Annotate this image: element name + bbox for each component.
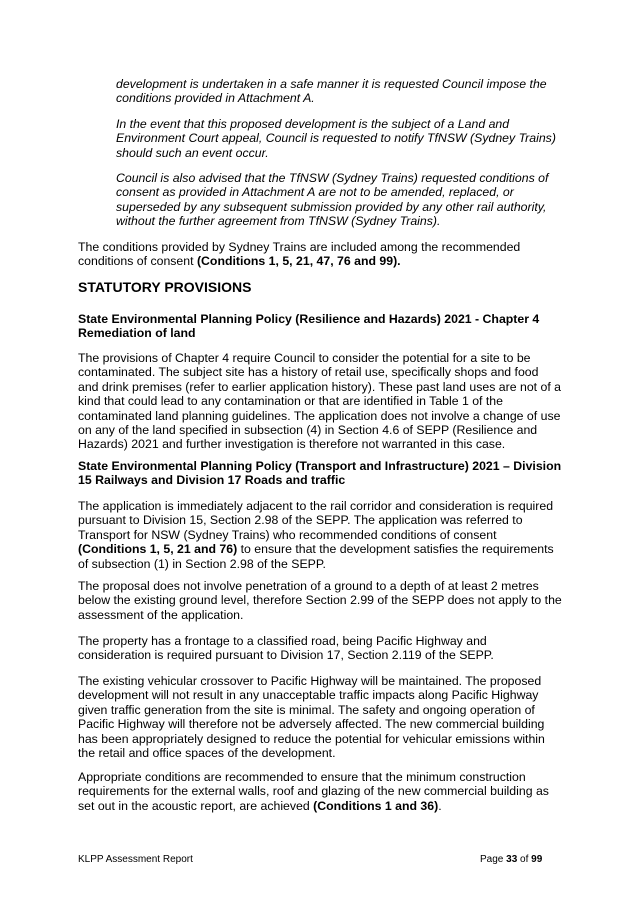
total-pages: 99: [531, 854, 543, 865]
conditions-paragraph: [78, 240, 562, 269]
text-run: Appropriate conditions are recommended to ensure that the minimum construction requirements for the external walls, roof and glazing of the new commercial building as set out in the acoustic report, are achieved: [78, 770, 549, 813]
quote-paragraph: Council is also advised that the TfNSW (Sydney Trains) requested conditions of consent as provided in Attachment A are not to be amended, replaced, or superseded by any subsequent submission provided by any other rail authority, without the further agreement from TfNSW (Sydney Trains).: [116, 171, 549, 229]
conditions-bold: (Conditions 1 and 36): [313, 798, 439, 813]
current-page: 33: [506, 854, 518, 865]
conditions-bold: (Conditions 1, 5, 21, 47, 76 and 99).: [196, 254, 401, 269]
of-label: of: [517, 854, 532, 865]
conditions-bold: (Conditions 1, 5, 21 and 76): [78, 542, 238, 557]
page-label: Page: [480, 854, 507, 865]
transport-paragraph-5: [78, 770, 562, 813]
text-run: to ensure that the development satisfies the requirements of subsection (1) in Section 2.98 of the SEPP.: [78, 542, 554, 571]
sepp-resilience-heading: State Environmental Planning Policy (Resilience and Hazards) 2021 - Chapter 4 Remediation of land: [78, 312, 540, 341]
section-heading: STATUTORY PROVISIONS: [78, 279, 252, 295]
quote-paragraph: development is undertaken in a safe manner it is requested Council impose the conditions provided in Attachment A.: [116, 77, 547, 106]
sepp-transport-heading: State Environmental Planning Policy (Transport and Infrastructure) 2021 – Division 15 Railways and Division 17 Roads and traffic: [78, 459, 562, 488]
text-run: The application is immediately adjacent to the rail corridor and consideration is required pursuant to Division 15, Section 2.98 of the SEPP. The application was referred to Transport for NSW (Sydney Trains) who recommended conditions of consent: [78, 499, 554, 542]
sepp-resilience-paragraph: The provisions of Chapter 4 require Council to consider the potential for a site to be contaminated. The subject site has a history of retail use, specifically shops and food and drink premises (refer to earlier application history). These past land uses are not of a kind that could lead to any contamination or that are identified in Table 1 of the contaminated land planning guidelines. The application does not involve a change of use on any of the land specified in subsection (4) in Section 4.6 of SEPP (Resilience and Hazards) 2021 and further investigation is therefore not warranted in this case.: [78, 351, 562, 452]
transport-paragraph-2: The proposal does not involve penetration of a ground to a depth of at least 2 metres below the existing ground level, therefore Section 2.99 of the SEPP does not apply to the assessment of the application.: [78, 579, 562, 622]
text-run: .: [438, 798, 442, 813]
quote-paragraph: In the event that this proposed development is the subject of a Land and Environment Court appeal, Council is requested to notify TfNSW (Sydney Trains) should such an event occur.: [116, 117, 556, 160]
transport-paragraph-3: The property has a frontage to a classified road, being Pacific Highway and consideration is required pursuant to Division 17, Section 2.119 of the SEPP.: [78, 634, 494, 663]
transport-paragraph-1: [78, 499, 562, 571]
footer-title: KLPP Assessment Report: [78, 854, 193, 865]
page-number: [480, 853, 542, 867]
conditions-text: The conditions provided by Sydney Trains are included among the recommended conditions of consent: [78, 240, 521, 269]
transport-paragraph-4: The existing vehicular crossover to Pacific Highway will be maintained. The proposed development will not result in any unacceptable traffic impacts along Pacific Highway given traffic generation from the site is minimal. The safety and ongoing operation of Pacific Highway will therefore not be adversely affected. The new commercial building has been appropriately designed to reduce the potential for vehicular emissions within the retail and office spaces of the development.: [78, 674, 545, 761]
